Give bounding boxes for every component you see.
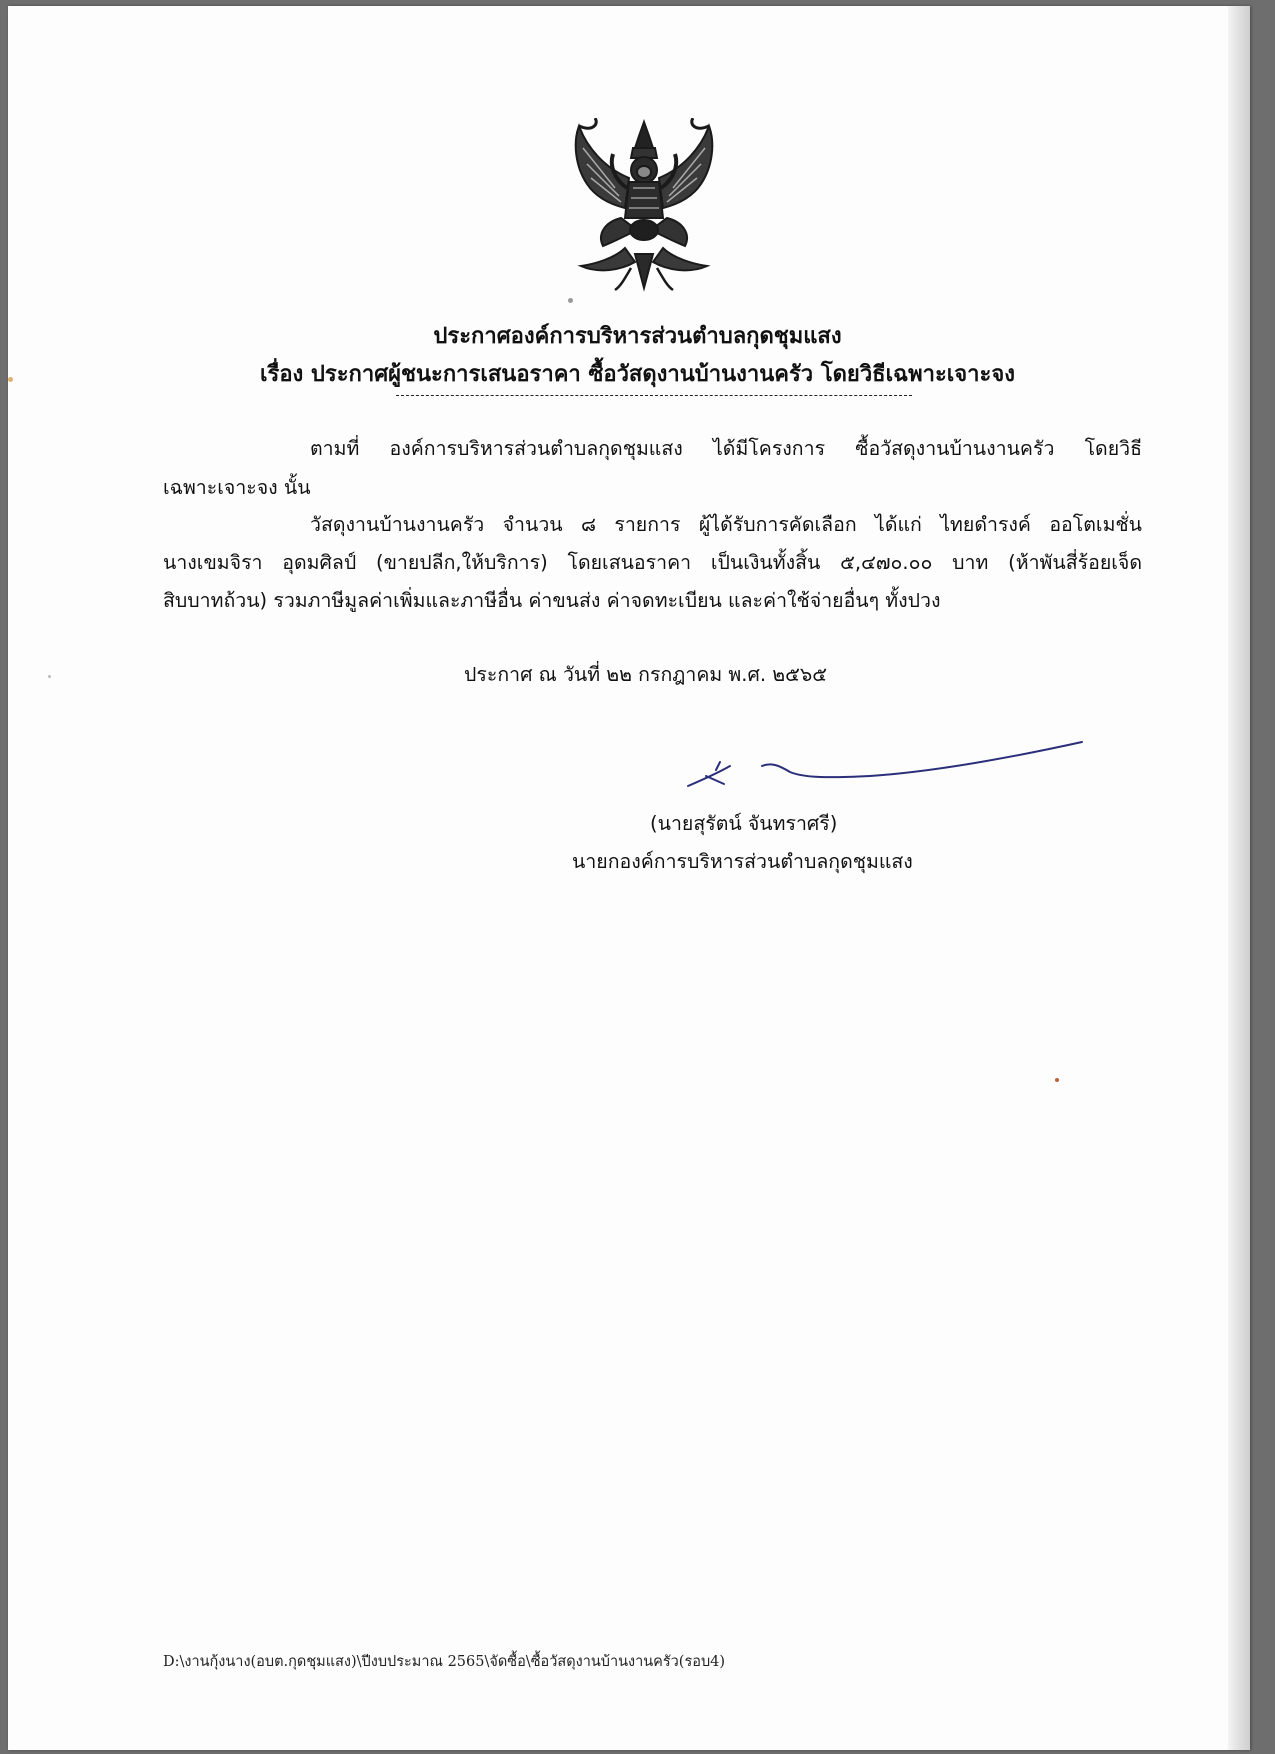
scan-speck [8,377,13,382]
announcement-subject: เรื่อง ประกาศผู้ชนะการเสนอราคา ซื้อวัสดุงานบ้านงานครัว โดยวิธีเฉพาะเจาะจง [259,362,1015,387]
scan-speck [568,298,573,303]
handwritten-signature [680,732,1090,792]
footer-file-path: D:\งานกุ้งนาง(อบต.กุดชุมแสง)\ปีงบประมาณ 2565\จัดซื้อ\ซื้อวัสดุงานบ้านงานครัว(รอบ4) [163,1654,726,1670]
garuda-emblem-icon [565,118,723,294]
body-paragraph-line: นางเขมจิรา อุดมศิลป์ (ขายปลีก,ให้บริการ) โดยเสนอราคา เป็นเงินทั้งสิ้น ๕,๔๗๐.๐๐ บาท (ห้าพันสี่ร้อยเจ็ด [163,551,1142,574]
signature-stroke [688,742,1082,786]
dashed-divider [396,395,912,396]
body-paragraph-line: เฉพาะเจาะจง นั้น [163,476,311,499]
body-paragraph-line: สิบบาทถ้วน) รวมภาษีมูลค่าเพิ่มและภาษีอื่น ค่าขนส่ง ค่าจดทะเบียน และค่าใช้จ่ายอื่นๆ ทั้งปวง [163,589,941,612]
signer-name: (นายสุรัตน์ จันทราศรี) [650,812,838,835]
scan-speck [48,675,51,678]
scan-speck [1055,1078,1059,1082]
announcement-date: ประกาศ ณ วันที่ ๒๒ กรกฎาคม พ.ศ. ๒๕๖๕ [464,663,827,686]
signer-position: นายกองค์การบริหารส่วนตำบลกุดชุมแสง [572,850,913,873]
announcement-title: ประกาศองค์การบริหารส่วนตำบลกุดชุมแสง [433,324,842,349]
page-edge-shadow [1228,6,1250,1750]
body-paragraph-line: ตามที่ องค์การบริหารส่วนตำบลกุดชุมแสง ได้มีโครงการ ซื้อวัสดุงานบ้านงานครัว โดยวิธี [310,437,1142,460]
body-paragraph-line: วัสดุงานบ้านงานครัว จำนวน ๘ รายการ ผู้ได้รับการคัดเลือก ได้แก่ ไทยดำรงค์ ออโตเมชั่น [310,513,1142,536]
